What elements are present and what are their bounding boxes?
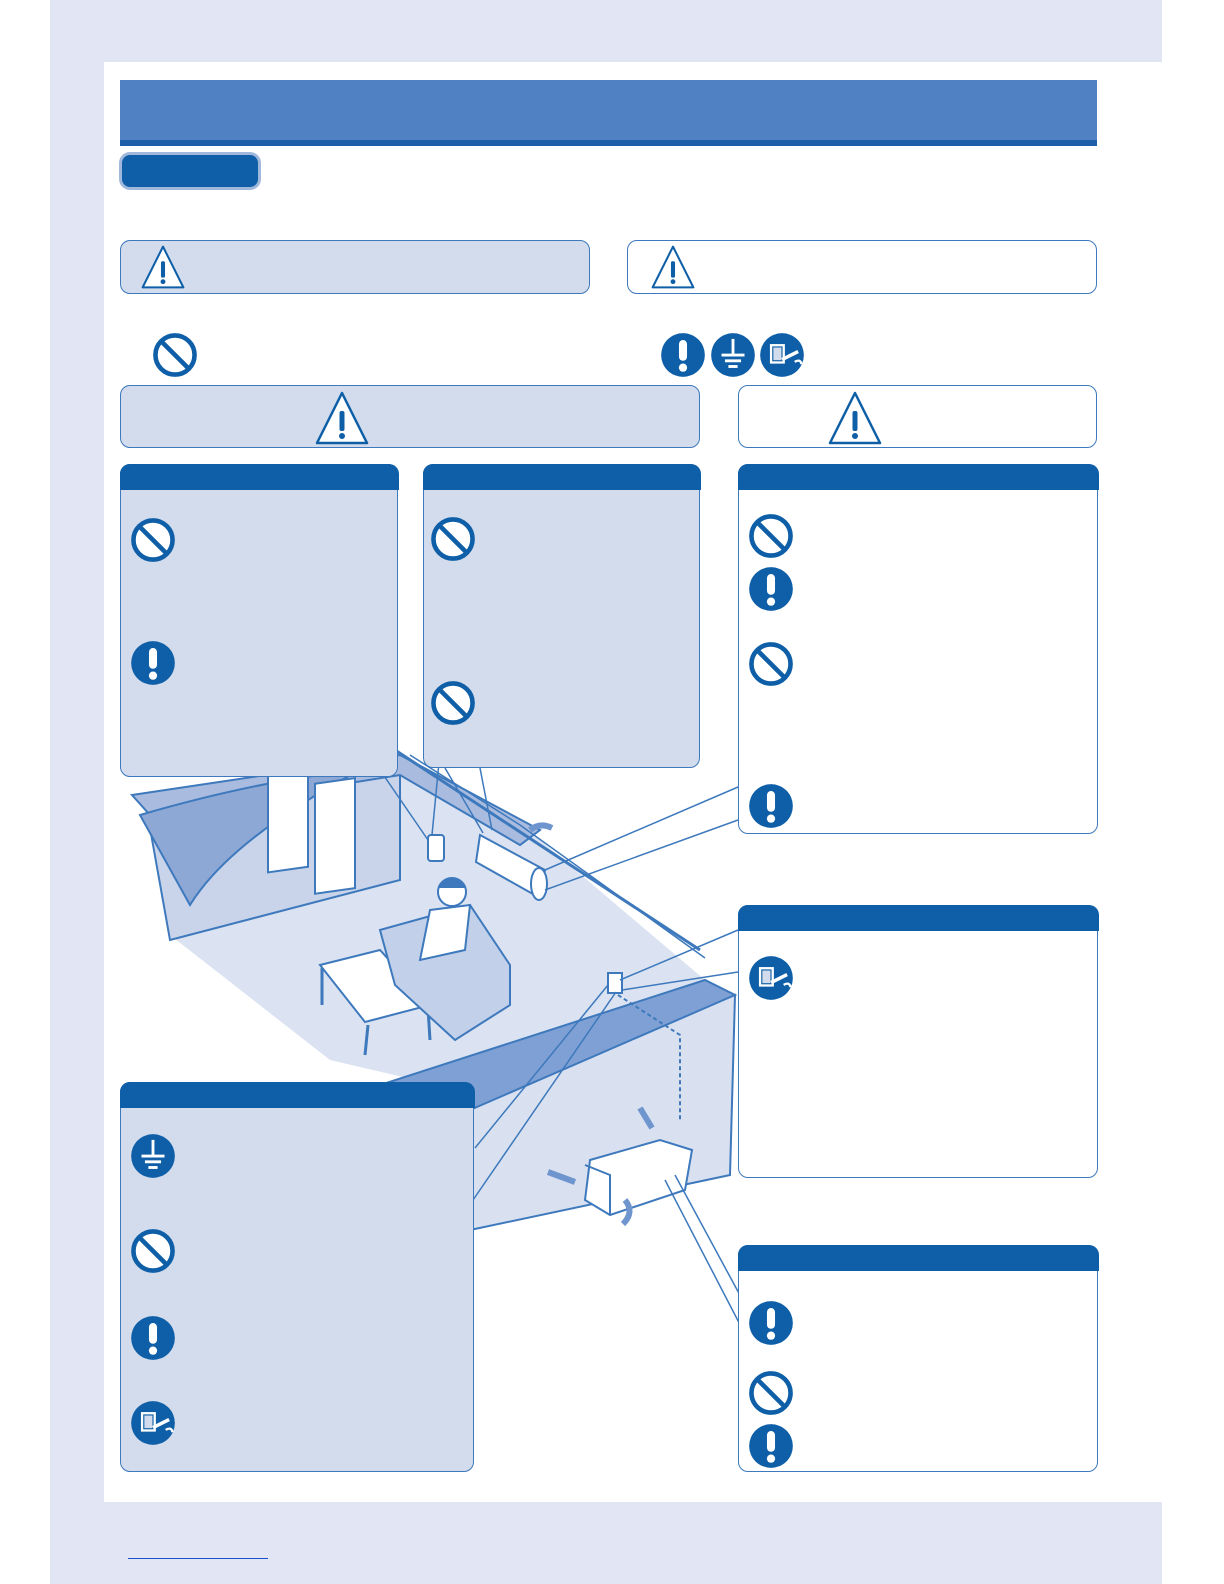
footer-link-underline[interactable] <box>128 1558 268 1559</box>
panel-header <box>738 905 1099 931</box>
exclamation-icon <box>130 640 176 686</box>
panel-header <box>120 1082 475 1108</box>
caution-panel-power <box>738 905 1098 1178</box>
safety-panel-remote <box>120 464 398 777</box>
prohibit-icon <box>748 513 794 559</box>
panel-header <box>120 464 399 490</box>
exclamation-icon <box>748 566 794 612</box>
prohibit-icon <box>748 641 794 687</box>
exclamation-icon <box>130 1315 176 1361</box>
exclamation-icon <box>748 783 794 829</box>
prohibit-icon <box>130 1228 176 1274</box>
ground-icon <box>130 1133 176 1179</box>
prohibit-icon <box>748 1370 794 1416</box>
prohibit-icon <box>130 517 176 563</box>
panel-header <box>738 464 1099 490</box>
panel-header <box>423 464 701 490</box>
unplug-icon <box>748 955 794 1001</box>
panel-header <box>738 1245 1099 1271</box>
prohibit-icon <box>430 680 476 726</box>
exclamation-icon <box>748 1300 794 1346</box>
prohibit-icon <box>430 516 476 562</box>
unplug-icon <box>130 1400 176 1446</box>
exclamation-icon <box>748 1423 794 1469</box>
